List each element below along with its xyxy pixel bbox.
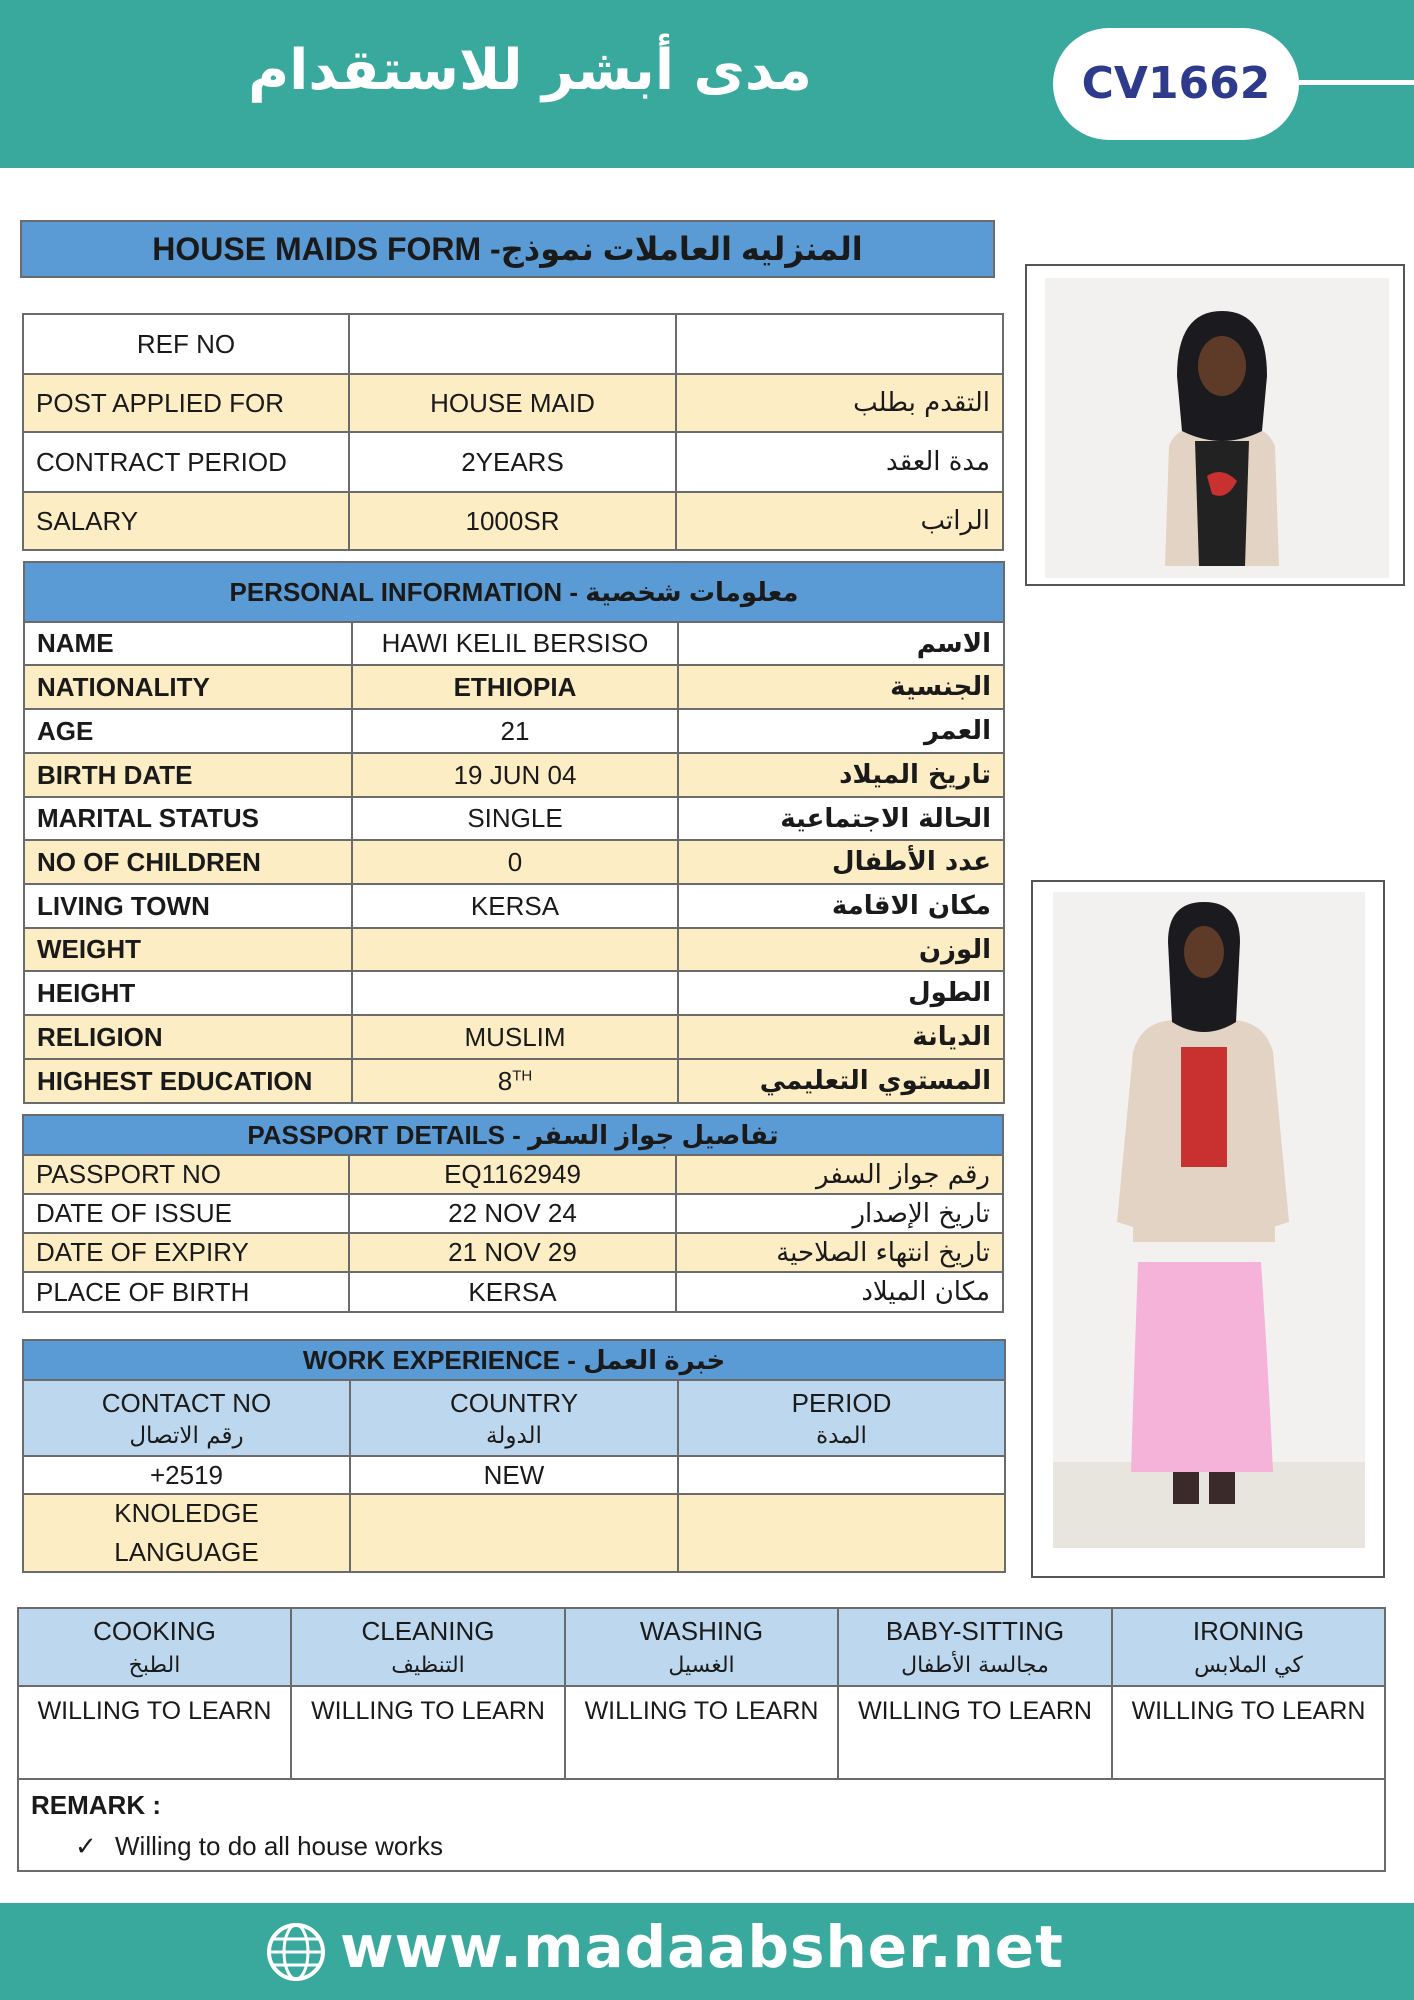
field-label: DATE OF EXPIRY [23,1233,349,1272]
column-header-en: COUNTRY [449,1387,579,1418]
salary-label: SALARY [23,492,349,550]
table-header [23,1340,1005,1380]
form-title: HOUSE MAIDS FORM -المنزليه العاملات نموذج [20,220,995,278]
column-header-ar: رقم الاتصال [129,1422,244,1449]
skill-name: CLEANING [361,1616,495,1646]
column-header [350,1380,678,1456]
table-row [23,1272,1003,1312]
field-label: PLACE OF BIRTH [23,1272,349,1312]
field-label-ar: الاسم [678,622,1004,665]
skill-level: WILLING TO LEARN [1112,1686,1385,1779]
cv-code-badge [1053,28,1299,140]
table-row [23,1194,1003,1233]
salary-value: 1000SR [349,492,676,550]
skill-level: WILLING TO LEARN [291,1686,565,1779]
post-ar: التقدم بطلب [676,374,1003,432]
period-value [678,1456,1005,1494]
language-label: LANGUAGE [114,1537,259,1567]
field-label: BIRTH DATE [24,753,352,797]
contract-label: CONTRACT PERIOD [23,432,349,492]
skill-ironing [1112,1608,1385,1686]
field-value [352,928,678,971]
table-header [24,562,1004,622]
skill-name: BABY-SITTING [885,1616,1065,1646]
skill-name: WASHING [639,1616,764,1646]
field-label-ar: الطول [678,971,1004,1015]
person-portrait-image [1027,266,1407,588]
company-name: مدى أبشر للاستقدام [248,38,812,103]
skill-baby-sitting [838,1608,1112,1686]
table-row [23,1233,1003,1272]
empty-cell [678,1494,1005,1572]
field-value: EQ1162949 [349,1155,676,1194]
table-row [23,492,1003,550]
ref-no-ar [676,314,1003,374]
field-label: WEIGHT [24,928,352,971]
field-label: HIGHEST EDUCATION [24,1059,352,1103]
skill-name-ar: الغسيل [668,1653,735,1678]
field-label-ar: الجنسية [678,665,1004,709]
field-label: DATE OF ISSUE [23,1194,349,1233]
table-header [23,1115,1003,1155]
passport-heading: PASSPORT DETAILS - تفاصيل جواز السفر [23,1115,1003,1155]
ref-no-value [349,314,676,374]
header-divider [1299,80,1414,85]
post-label: POST APPLIED FOR [23,374,349,432]
field-label: NO OF CHILDREN [24,840,352,884]
table-row [24,884,1004,928]
work-experience-table [22,1339,1006,1573]
remark-row [18,1779,1385,1871]
table-row [24,622,1004,665]
skill-name: IRONING [1192,1616,1305,1646]
field-value: 22 NOV 24 [349,1194,676,1233]
field-label-ar: الوزن [678,928,1004,971]
table-row [23,1456,1005,1494]
column-header [678,1380,1005,1456]
field-value: HAWI KELIL BERSISO [352,622,678,665]
footer-bar [0,1903,1414,2000]
table-row [24,709,1004,753]
skill-cleaning [291,1608,565,1686]
field-value: 0 [352,840,678,884]
full-body-photo [1031,880,1385,1578]
field-label: MARITAL STATUS [24,797,352,840]
field-value: 21 NOV 29 [349,1233,676,1272]
skill-name: COOKING [93,1616,216,1646]
contact-value: +2519 [23,1456,350,1494]
field-label-ar: تاريخ انتهاء الصلاحية [676,1233,1003,1272]
table-row [24,971,1004,1015]
table-row [24,840,1004,884]
field-label-ar: العمر [678,709,1004,753]
table-row [24,753,1004,797]
field-label-ar: عدد الأطفال [678,840,1004,884]
contract-ar: مدة العقد [676,432,1003,492]
remark-cell [18,1779,1385,1871]
field-label-ar: تاريخ الإصدار [676,1194,1003,1233]
skill-name-ar: التنظيف [391,1653,465,1678]
personal-info-table [23,561,1005,1104]
field-value [352,971,678,1015]
skill-washing [565,1608,838,1686]
table-row [18,1686,1385,1779]
education-superscript: TH [512,1066,533,1084]
column-header-en: PERIOD [791,1387,892,1418]
table-header-row [23,1380,1005,1456]
skill-name-ar: مجالسة الأطفال [901,1653,1049,1678]
field-label: LIVING TOWN [24,884,352,928]
check-icon: ✓ [75,1831,97,1861]
table-row [24,797,1004,840]
field-value: KERSA [349,1272,676,1312]
portrait-photo [1025,264,1405,586]
skill-level: WILLING TO LEARN [838,1686,1112,1779]
skill-cooking [18,1608,291,1686]
column-header-ar: المدة [816,1422,867,1449]
cv-code: CV1662 [1081,58,1271,109]
table-row [23,1494,1005,1572]
salary-ar: الراتب [676,492,1003,550]
field-value: ETHIOPIA [352,665,678,709]
remark-item [31,1831,1372,1862]
table-row [23,432,1003,492]
empty-cell [350,1494,678,1572]
field-value: MUSLIM [352,1015,678,1059]
header-bar [0,0,1414,168]
website-link[interactable]: www.madaabsher.net [340,1913,1064,1981]
field-label: PASSPORT NO [23,1155,349,1194]
education-value: 8 [497,1065,513,1096]
field-label-ar: الديانة [678,1015,1004,1059]
field-label: HEIGHT [24,971,352,1015]
field-value: 21 [352,709,678,753]
field-label-ar: تاريخ الميلاد [678,753,1004,797]
table-row [24,1015,1004,1059]
globe-icon [265,1921,327,1983]
skills-table [17,1607,1386,1872]
country-value: NEW [350,1456,678,1494]
table-header-row [18,1608,1385,1686]
field-label: NATIONALITY [24,665,352,709]
table-row [23,374,1003,432]
field-label-ar: رقم جواز السفر [676,1155,1003,1194]
field-label: AGE [24,709,352,753]
column-header [23,1380,350,1456]
field-label-ar: المستوي التعليمي [678,1059,1004,1103]
passport-table [22,1114,1004,1313]
skill-level: WILLING TO LEARN [565,1686,838,1779]
field-label: RELIGION [24,1015,352,1059]
post-value: HOUSE MAID [349,374,676,432]
column-header-en: CONTACT NO [101,1387,272,1418]
remark-text: Willing to do all house works [115,1831,444,1861]
personal-heading: PERSONAL INFORMATION - معلومات شخصية [24,562,1004,622]
field-value [352,1059,678,1103]
knowledge-label: KNOLEDGE [114,1498,259,1528]
field-value: KERSA [352,884,678,928]
field-label-ar: الحالة الاجتماعية [678,797,1004,840]
application-table [22,313,1004,551]
ref-no-label: REF NO [23,314,349,374]
field-label: NAME [24,622,352,665]
table-row [24,928,1004,971]
field-label-ar: مكان الاقامة [678,884,1004,928]
skill-name-ar: كي الملابس [1194,1653,1303,1678]
field-value: 19 JUN 04 [352,753,678,797]
knowledge-language-label [23,1494,350,1572]
work-heading: WORK EXPERIENCE - خبرة العمل [23,1340,1005,1380]
table-row [24,1059,1004,1103]
field-label-ar: مكان الميلاد [676,1272,1003,1312]
remark-label: REMARK : [31,1790,161,1820]
skill-name-ar: الطبخ [128,1653,181,1678]
column-header-ar: الدولة [486,1422,542,1449]
table-row [24,665,1004,709]
skill-level: WILLING TO LEARN [18,1686,291,1779]
contract-value: 2YEARS [349,432,676,492]
person-full-body-image [1033,882,1387,1580]
table-row [23,1155,1003,1194]
table-row [23,314,1003,374]
field-value: SINGLE [352,797,678,840]
